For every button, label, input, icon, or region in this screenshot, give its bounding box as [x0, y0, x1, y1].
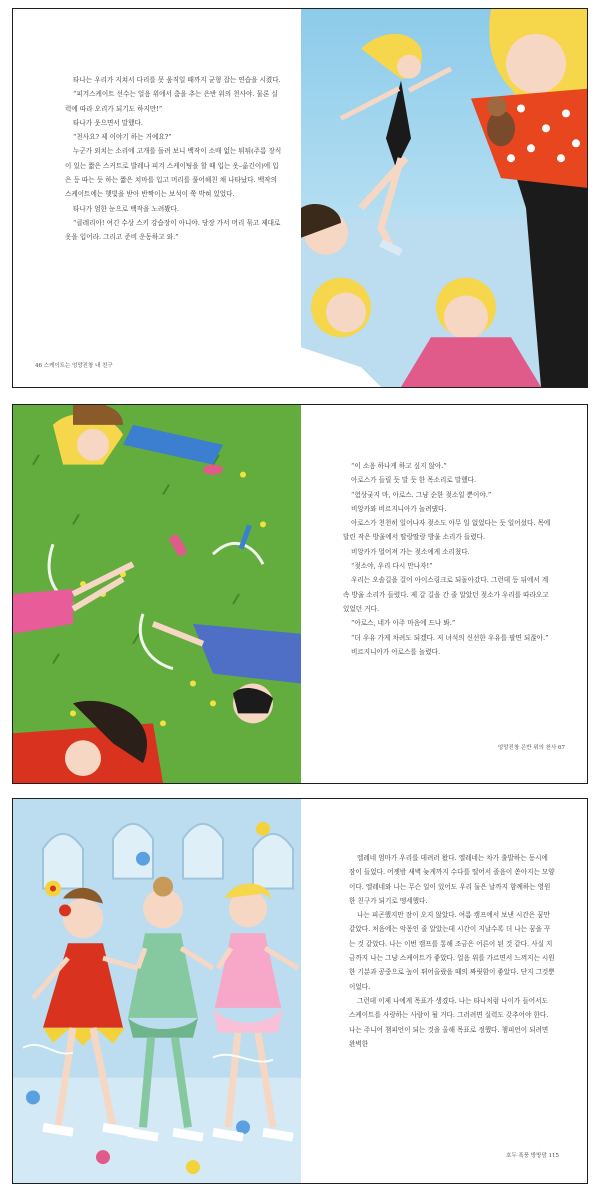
- paragraph: “더 우유 가게 차려도 되겠다. 저 녀석의 신선한 우유를 팔면 되잖아.”: [351, 633, 549, 642]
- paragraph: 나는 피곤했지만 잠이 오지 않았다. 여름 캠프에서 보낸 시간은 꿈만 같았다. 처음에는 악몽인 줄 알았는데 시간이 지날수록 더 나는 꿈을 꾸는 것 같았다. 나는 이번 캠프를 통해 조금은 어른이 된 것 같다. 사실 지금까지 나는 그냥 스케이트가 좋았다. 얼음 위를 가르면서 느껴지는 시원한 기분과 공중으로 높이 뛰어올랐을 때의 짜릿함이 좋았다. 단지 그것뿐이었다.: [349, 911, 555, 991]
- book-spread-2: [12, 404, 588, 784]
- paragraph: 타나가 엄한 눈으로 백작을 노려봤다.: [73, 204, 180, 213]
- dancing-skaters-illustration: [13, 799, 301, 1183]
- paragraph: “젖소야, 우리 다시 만나자!”: [351, 562, 433, 571]
- paragraph: “피겨스케이트 선수는 얼음 위에서 춤을 추는 은반 위의 천사야. 물론 실력에 따라 오리가 되기도 하지만!”: [65, 90, 278, 113]
- paragraph: “이 소음 하나게 하고 싶지 않아.”: [351, 462, 447, 470]
- text-page-left: [65, 73, 283, 245]
- paragraph: 아로스가 들릴 듯 말 듯 한 목소리로 말했다.: [351, 476, 477, 485]
- paragraph: 타나는 우리가 지쳐서 다리를 못 움직일 때까지 균형 잡는 연습을 시켰다.: [73, 76, 281, 84]
- page-folio: 호두 폭풍 방방맘 115: [506, 1153, 559, 1159]
- paragraph: 아로스가 천천히 일어나자 젖소도 아무 일 없었다는 듯 일어섰다. 목에 달린 작은 방울에서 딸랑딸랑 방울 소리가 들렸다.: [343, 519, 551, 542]
- paragraph: “아로스, 네가 아주 마음에 드나 봐.”: [351, 619, 456, 628]
- paragraph: 우리는 오솔길을 걸어 아이스링크로 되돌아갔다. 그런데 등 뒤에서 계속 방울 소리가 들렸다. 제 갈 길을 간 줄 알았던 젖소가 우리를 따라오고 있었던 거다.: [343, 576, 549, 613]
- paragraph: “험상궂지 마, 아로스. 그냥 순한 젖소일 뿐이야.”: [351, 490, 492, 499]
- page-folio: 엉망진창 은반 위의 천사 67: [497, 745, 565, 751]
- book-spread-3: [12, 798, 588, 1184]
- skater-illustration: [301, 9, 588, 387]
- paragraph: 타나가 웃으면서 말했다.: [73, 118, 143, 127]
- paragraph: 비앙카와 비르지니아가 놀려댔다.: [351, 504, 447, 513]
- book-spread-1: [12, 8, 588, 388]
- text-page-right: [349, 851, 555, 1051]
- paragraph: 비르지니아가 아로스를 놀렸다.: [351, 647, 441, 656]
- paragraph: “천사요? 제 이야기 하는 거예요?”: [73, 133, 172, 142]
- meadow-illustration: [13, 405, 301, 783]
- paragraph: 누군가 외치는 소리에 고개를 돌려 보니 백작이 소매 없는 튀튀(주름 장식이 있는 짧은 스커트로 발레나 피겨 스케이팅을 할 때 입는 옷–옮긴이)에 입은 등 따는 듯 하는 짧은 치마를 입고 머리를 풀어헤친 채 나타났다. 백작의 스케이트에는 햇빛을 받아 반짝이는 보석이 쭉 박혀 있었다.: [65, 147, 282, 199]
- paragraph: 비앙카가 멀어져 가는 젖소에게 소리쳤다.: [351, 547, 470, 556]
- paragraph: 그런데 이제 나에게 목표가 생겼다. 나는 타나처럼 나이가 들어서도 스케이트를 사랑하는 사람이 될 거다. 그러려면 실력도 갖추어야 한다. 나는 주니어 챔피언이 되는 것을 올해 목표로 정했다. 챔피언이 되려면 완벽한: [349, 996, 549, 1048]
- page-folio: 46 스케이트는 엉망진창 내 친구: [35, 363, 113, 369]
- text-page-right: [343, 459, 553, 659]
- paragraph: “클레리아! 여긴 수상 스키 강습장이 아니야. 당장 가서 머리 묶고 제대로 옷을 입어라. 그리고 준비 운동하고 와.”: [65, 218, 281, 242]
- paragraph: 엘레네 엄마가 우리를 데려러 왔다. 엘레네는 차가 출발하는 동시에 잠이 들었다. 어젯밤 새벽 늦게까지 수다를 떨어서 졸음이 쏟아지는 모양이다. 엘레네와 나는 무슨 일이 있어도 우리 둘은 날까지 함께하는 영원한 친구가 되기로 맹세했다.: [349, 854, 555, 905]
